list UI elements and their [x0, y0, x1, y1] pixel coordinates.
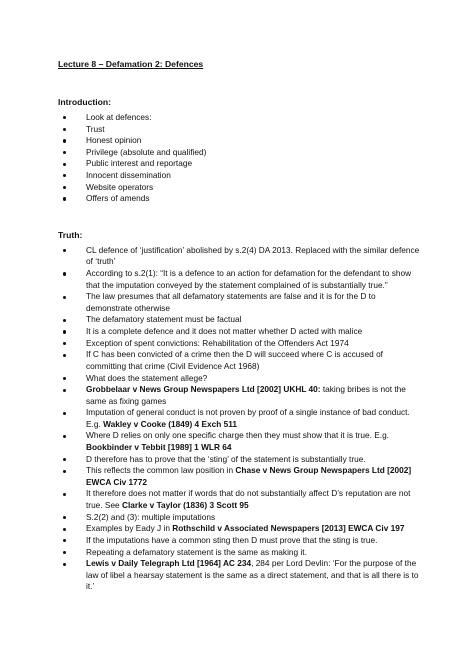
section-heading-introduction: Introduction: — [58, 97, 111, 107]
list-item: Website operators — [62, 182, 424, 193]
item-text: If C has been convicted of a crime then the D will succeed where C is accused of committing that crime (Civil Evidence Act 1968) — [86, 349, 383, 371]
item-text: This reflects the common law position in — [86, 465, 236, 476]
item-text: Examples by Eady J in — [86, 523, 173, 534]
list-item — [62, 338, 424, 349]
case-citation: Rothschild v Associated Newspapers [2013] EWCA Civ 197 — [172, 523, 405, 534]
item-text: Imputation of general conduct is not proven by proof of a single instance of bad conduct. E.g. — [86, 407, 410, 429]
case-citation: Lewis v Daily Telegraph Ltd [1964] AC 234 — [86, 558, 252, 569]
list-item — [62, 245, 424, 268]
list-item: Trust — [62, 124, 424, 135]
item-text: D therefore has to prove that the ‘sting’ of the statement is substantially true. — [86, 453, 366, 464]
item-text: It therefore does not matter if words that do not substantially affect D’s reputation are not true. See — [86, 488, 411, 510]
list-item — [62, 268, 424, 291]
list-item — [62, 291, 424, 314]
list-item — [62, 430, 424, 453]
case-citation: Wakley v Cooke (1849) 4 Exch 511 — [103, 418, 237, 429]
section-heading-truth: Truth: — [58, 230, 83, 240]
item-text: The law presumes that all defamatory statements are false and it is for the D to demonstrate otherwise — [86, 291, 376, 313]
item-text: The defamatory statement must be factual — [86, 314, 242, 325]
truth-list — [62, 245, 424, 593]
item-text: CL defence of ‘justification’ abolished by s.2(4) DA 2013. Replaced with the similar defence of ‘truth’ — [86, 245, 420, 267]
list-item: Look at defences: — [62, 112, 424, 123]
list-item: Offers of amends — [62, 193, 424, 204]
item-text: It is a complete defence and it does not matter whether D acted with malice — [86, 326, 363, 337]
list-item — [62, 407, 424, 430]
item-text: Exception of spent convictions: Rehabilitation of the Offenders Act 1974 — [86, 337, 349, 348]
page-title: Lecture 8 – Defamation 2: Defences — [58, 59, 204, 69]
list-item — [62, 558, 424, 592]
list-item — [62, 384, 424, 407]
list-item — [62, 314, 424, 325]
item-text: According to s.2(1): “It is a defence to an action for defamation for the defendant to show that the imputation conveyed by the statement complained of is substantially true.” — [86, 268, 412, 290]
list-item — [62, 326, 424, 337]
list-item — [62, 512, 424, 523]
case-citation: Clarke v Taylor (1836) 3 Scott 95 — [121, 499, 249, 510]
item-text: Repeating a defamatory statement is the same as making it. — [86, 546, 307, 557]
list-item — [62, 373, 424, 384]
item-text: S.2(2) and (3): multiple imputations — [86, 511, 216, 522]
list-item: Innocent dissemination — [62, 170, 424, 181]
list-item — [62, 465, 424, 488]
case-citation: Chase v News Group Newspapers Ltd [2002] EWCA Civ 1772 — [86, 465, 412, 487]
case-citation: Grobbelaar v News Group Newspapers Ltd [2002] UKHL 40: — [86, 384, 321, 395]
list-item — [62, 547, 424, 558]
list-item: Public interest and reportage — [62, 158, 424, 169]
list-item — [62, 523, 424, 534]
item-text: If the imputations have a common sting then D must prove that the sting is true. — [86, 534, 378, 545]
item-text: Where D relies on only one specific charge then they must show that it is true. E.g. — [86, 430, 389, 441]
item-text: What does the statement allege? — [86, 372, 208, 383]
list-item — [62, 454, 424, 465]
list-item: Privilege (absolute and qualified) — [62, 147, 424, 158]
list-item — [62, 535, 424, 546]
introduction-list — [62, 112, 424, 205]
list-item — [62, 349, 424, 372]
list-item: Honest opinion — [62, 135, 424, 146]
case-citation: Bookbinder v Tebbit [1989] 1 WLR 64 — [86, 441, 232, 452]
list-item — [62, 488, 424, 511]
item-text: , 284 per Lord Devlin: ‘For the purpose of the law of libel a hearsay statement is the same as a direct statement, and that is all there is to it.’ — [86, 558, 419, 592]
item-text: taking bribes is not the same as fixing games — [86, 384, 406, 406]
